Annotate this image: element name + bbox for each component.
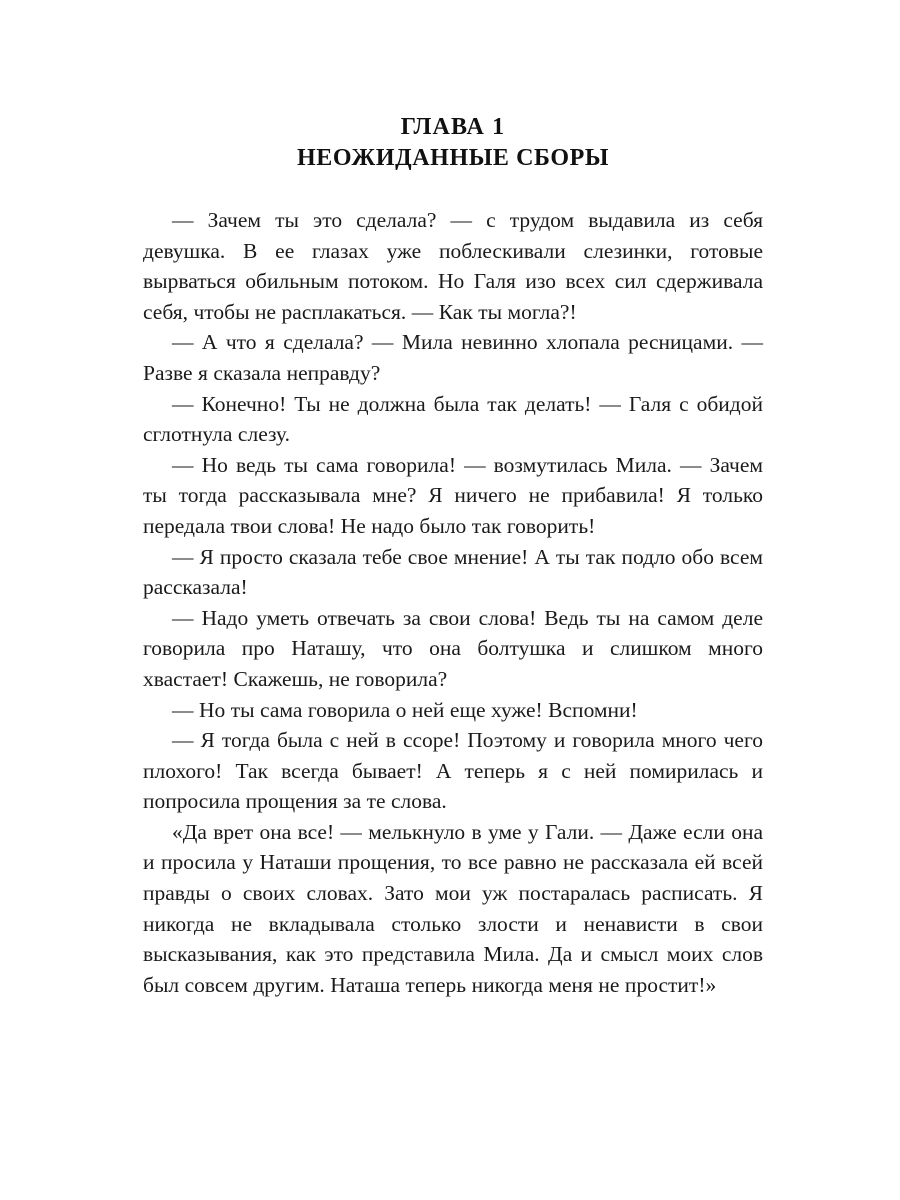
- text-column: [143, 0, 763, 1000]
- paragraph: «Да врет она все! — мелькнуло в уме у Гали. — Даже если она и просила у Наташи прощения, то все равно не рассказала ей всей правды о своих словах. Зато мои уж постаралась расписать. Я никогда не вкладывала столько злости и ненависти в свои высказывания, как это представила Мила. Да и смысл моих слов был совсем другим. Наташа теперь никогда меня не простит!»: [143, 819, 763, 997]
- paragraph: — Надо уметь отвечать за свои слова! Ведь ты на самом деле говорила про Наташу, что она болтушка и слишком много хвастает! Скажешь, не говорила?: [143, 605, 763, 691]
- chapter-heading: [143, 0, 763, 174]
- paragraph: — Конечно! Ты не должна была так делать! — Галя с обидой сглотнула слезу.: [143, 391, 763, 447]
- paragraph: — Но ведь ты сама говорила! — возмутилась Мила. — Зачем ты тогда рассказывала мне? Я ничего не прибавила! Я только передала твои слова! Не надо было так говорить!: [143, 452, 763, 538]
- chapter-title: НЕОЖИДАННЫЕ СБОРЫ: [296, 145, 610, 171]
- body-text: [143, 174, 763, 1000]
- paragraph: — Зачем ты это сделала? — с трудом выдавила из себя девушка. В ее глазах уже поблескивали слезинки, готовые вырваться обильным потоком. Но Галя изо всех сил сдерживала себя, чтобы не расплакаться. — Как ты могла?!: [143, 208, 763, 324]
- chapter-number: ГЛАВА 1: [400, 114, 506, 140]
- paragraph: — Я тогда была с ней в ссоре! Поэтому и говорила много чего плохого! Так всегда бывает! А теперь я с ней помирилась и попросила прощения за те слова.: [143, 728, 763, 814]
- paragraph: — Но ты сама говорила о ней еще хуже! Вспомни!: [172, 697, 638, 722]
- paragraph: — А что я сделала? — Мила невинно хлопала ресницами. — Разве я сказала неправду?: [143, 330, 763, 385]
- paragraph: — Я просто сказала тебе свое мнение! А ты так подло обо всем рассказала!: [143, 544, 763, 600]
